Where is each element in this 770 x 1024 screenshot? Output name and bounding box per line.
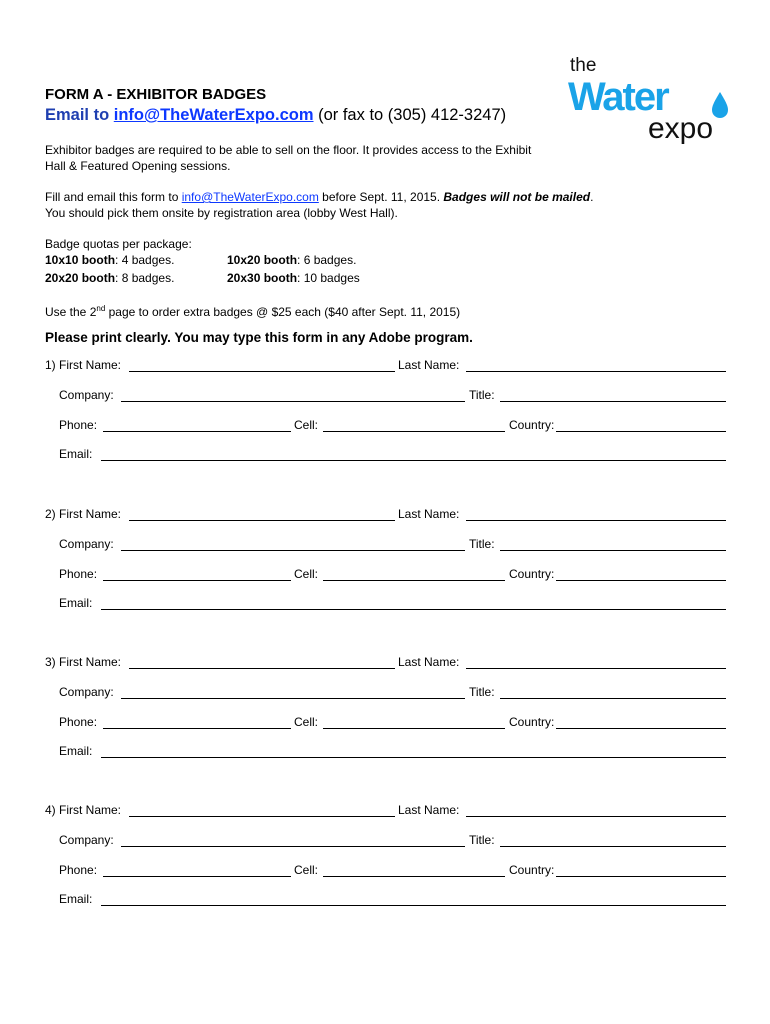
- cell-row: [294, 418, 318, 432]
- email-row: [59, 447, 92, 461]
- extra-suffix: page to order extra badges @ $25 each ($40 after Sept. 11, 2015): [105, 305, 461, 319]
- last-name-field[interactable]: [466, 804, 726, 817]
- email-row: [59, 892, 92, 906]
- first-name-field[interactable]: [129, 656, 395, 669]
- company-label: Company:: [59, 388, 114, 402]
- phone-row: [59, 567, 97, 581]
- company-field[interactable]: [121, 538, 465, 551]
- entry-number: 1): [45, 358, 56, 372]
- instructions-middle: before Sept. 11, 2015.: [318, 190, 444, 204]
- quota-heading: Badge quotas per package:: [45, 237, 192, 251]
- badge-count: : 8 badges.: [115, 271, 175, 285]
- email-field[interactable]: [101, 448, 726, 461]
- quota-20x30: [227, 270, 360, 286]
- intro-text: [45, 142, 531, 174]
- email-link[interactable]: info@TheWaterExpo.com: [113, 106, 314, 124]
- company-field[interactable]: [121, 834, 465, 847]
- first-name-row: [45, 507, 121, 521]
- cell-field[interactable]: [323, 716, 505, 729]
- quota-20x20: [45, 270, 174, 286]
- last-name-row: [398, 803, 459, 817]
- first-name-row: [45, 358, 121, 372]
- phone-label: Phone:: [59, 567, 98, 581]
- title-label: Title:: [469, 685, 495, 699]
- company-field[interactable]: [121, 389, 465, 402]
- instructions-suffix: .: [590, 190, 594, 204]
- instructions-email-link[interactable]: info@TheWaterExpo.com: [181, 190, 319, 204]
- entry-number: 2): [45, 507, 56, 521]
- last-name-label: Last Name:: [398, 507, 460, 521]
- title-field[interactable]: [500, 686, 726, 699]
- badge-count: : 10 badges: [297, 271, 360, 285]
- company-row: [59, 685, 114, 699]
- last-name-label: Last Name:: [398, 655, 460, 669]
- email-row: [59, 596, 92, 610]
- email-instructions: [45, 106, 506, 125]
- booth-label: 10x10 booth: [45, 253, 116, 267]
- email-label: Email:: [59, 447, 93, 461]
- water-expo-logo: [566, 54, 732, 146]
- form-title: FORM A - EXHIBITOR BADGES: [45, 86, 267, 103]
- phone-label: Phone:: [59, 863, 98, 877]
- phone-field[interactable]: [103, 716, 291, 729]
- country-field[interactable]: [556, 716, 726, 729]
- last-name-row: [398, 358, 459, 372]
- last-name-field[interactable]: [466, 508, 726, 521]
- country-label: Country:: [509, 567, 555, 581]
- title-field[interactable]: [500, 538, 726, 551]
- email-field[interactable]: [101, 597, 726, 610]
- instructions-prefix: Fill and email this form to: [45, 190, 182, 204]
- title-row: [469, 685, 495, 699]
- country-label: Country:: [509, 863, 555, 877]
- phone-row: [59, 863, 97, 877]
- logo-the: the: [570, 55, 597, 76]
- title-row: [469, 833, 495, 847]
- cell-row: [294, 863, 318, 877]
- quota-10x20: [227, 252, 356, 268]
- country-row: [509, 418, 554, 432]
- intro-line-1: Exhibitor badges are required to be able to sell on the floor. It provides access to the Exhibit: [45, 143, 532, 157]
- email-field[interactable]: [101, 745, 726, 758]
- phone-row: [59, 715, 97, 729]
- country-field[interactable]: [556, 419, 726, 432]
- title-label: Title:: [469, 388, 495, 402]
- cell-row: [294, 715, 318, 729]
- country-row: [509, 715, 554, 729]
- phone-field[interactable]: [103, 568, 291, 581]
- phone-label: Phone:: [59, 418, 98, 432]
- pickup-note: You should pick them onsite by registration area (lobby West Hall).: [45, 206, 398, 220]
- email-label: Email:: [59, 596, 93, 610]
- extra-prefix: Use the 2: [45, 305, 97, 319]
- country-row: [509, 567, 554, 581]
- title-field[interactable]: [500, 389, 726, 402]
- email-field[interactable]: [101, 893, 726, 906]
- not-mailed-emphasis: Badges will not be mailed: [443, 190, 591, 204]
- entry-number: 3): [45, 655, 56, 669]
- email-label: Email:: [59, 744, 93, 758]
- submission-instructions: [45, 189, 593, 221]
- email-prefix: Email to: [45, 106, 114, 124]
- phone-row: [59, 418, 97, 432]
- last-name-field[interactable]: [466, 656, 726, 669]
- last-name-label: Last Name:: [398, 803, 460, 817]
- last-name-row: [398, 655, 459, 669]
- first-name-label: First Name:: [59, 803, 122, 817]
- logo-water: Water: [568, 75, 668, 119]
- first-name-label: First Name:: [59, 507, 122, 521]
- extra-badges-note: [45, 301, 460, 320]
- company-field[interactable]: [121, 686, 465, 699]
- first-name-label: First Name:: [59, 358, 122, 372]
- title-field[interactable]: [500, 834, 726, 847]
- cell-label: Cell:: [294, 418, 319, 432]
- cell-label: Cell:: [294, 567, 319, 581]
- title-row: [469, 388, 495, 402]
- water-drop-icon: [712, 92, 728, 118]
- entry-number: 4): [45, 803, 56, 817]
- badge-count: : 6 badges.: [297, 253, 357, 267]
- country-row: [509, 863, 554, 877]
- logo-expo: expo: [648, 112, 714, 145]
- cell-field[interactable]: [323, 568, 505, 581]
- email-label: Email:: [59, 892, 93, 906]
- first-name-label: First Name:: [59, 655, 122, 669]
- quota-10x10: [45, 252, 174, 268]
- last-name-row: [398, 507, 459, 521]
- cell-field[interactable]: [323, 419, 505, 432]
- country-label: Country:: [509, 418, 555, 432]
- last-name-label: Last Name:: [398, 358, 460, 372]
- country-field[interactable]: [556, 568, 726, 581]
- first-name-row: [45, 655, 121, 669]
- extra-superscript: nd: [96, 304, 106, 313]
- print-clearly-note: Please print clearly. You may type this form in any Adobe program.: [45, 330, 473, 345]
- country-label: Country:: [509, 715, 555, 729]
- country-field[interactable]: [556, 864, 726, 877]
- title-label: Title:: [469, 833, 495, 847]
- company-row: [59, 537, 114, 551]
- company-label: Company:: [59, 685, 114, 699]
- booth-label: 20x20 booth: [45, 271, 116, 285]
- first-name-field[interactable]: [129, 508, 395, 521]
- last-name-field[interactable]: [466, 359, 726, 372]
- fax-text: (or fax to (305) 412-3247): [313, 106, 507, 124]
- phone-field[interactable]: [103, 419, 291, 432]
- cell-label: Cell:: [294, 715, 319, 729]
- company-label: Company:: [59, 833, 114, 847]
- booth-label: 10x20 booth: [227, 253, 298, 267]
- booth-label: 20x30 booth: [227, 271, 298, 285]
- title-label: Title:: [469, 537, 495, 551]
- email-row: [59, 744, 92, 758]
- first-name-field[interactable]: [129, 804, 395, 817]
- company-row: [59, 833, 114, 847]
- phone-label: Phone:: [59, 715, 98, 729]
- company-row: [59, 388, 114, 402]
- intro-line-2: Hall & Featured Opening sessions.: [45, 159, 231, 173]
- cell-field[interactable]: [323, 864, 505, 877]
- company-label: Company:: [59, 537, 114, 551]
- badge-count: : 4 badges.: [115, 253, 175, 267]
- first-name-field[interactable]: [129, 359, 395, 372]
- title-row: [469, 537, 495, 551]
- phone-field[interactable]: [103, 864, 291, 877]
- cell-label: Cell:: [294, 863, 319, 877]
- cell-row: [294, 567, 318, 581]
- first-name-row: [45, 803, 121, 817]
